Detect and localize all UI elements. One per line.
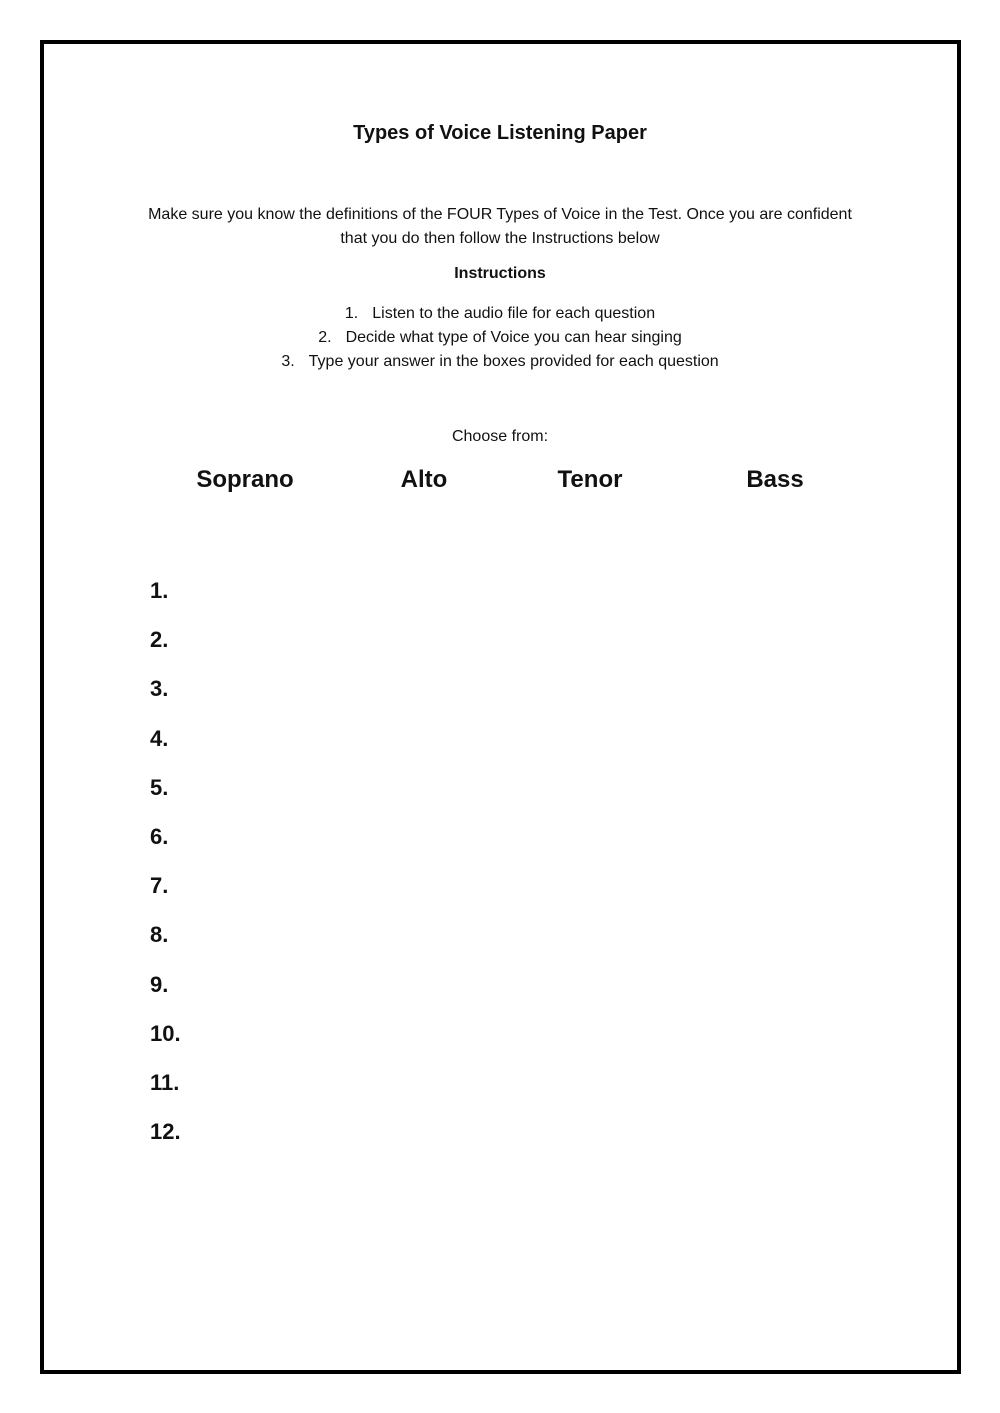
answer-number: 12. bbox=[150, 1119, 181, 1145]
answer-row bbox=[150, 1070, 804, 1119]
step-number: 3. bbox=[281, 353, 295, 370]
step-number: 2. bbox=[318, 329, 332, 346]
answer-input-9[interactable] bbox=[200, 972, 804, 1004]
answer-input-12[interactable] bbox=[200, 1119, 804, 1151]
answer-input-4[interactable] bbox=[200, 726, 804, 758]
page-title: Types of Voice Listening Paper bbox=[353, 122, 647, 144]
instruction-step bbox=[0, 350, 1000, 374]
answer-input-10[interactable] bbox=[200, 1021, 804, 1053]
answer-row bbox=[150, 972, 804, 1021]
answer-input-8[interactable] bbox=[200, 922, 804, 954]
answer-number: 5. bbox=[150, 774, 169, 800]
answer-row bbox=[150, 578, 804, 627]
answer-row bbox=[150, 726, 804, 775]
answer-number: 2. bbox=[150, 627, 169, 653]
option-soprano: Soprano bbox=[196, 466, 294, 493]
step-text: Decide what type of Voice you can hear singing bbox=[345, 329, 682, 346]
answer-number: 4. bbox=[150, 725, 169, 751]
answer-number: 1. bbox=[150, 578, 169, 603]
instructions-heading: Instructions bbox=[454, 265, 546, 282]
option-tenor: Tenor bbox=[557, 466, 623, 493]
answer-number: 8. bbox=[150, 922, 169, 948]
instruction-step bbox=[0, 326, 1000, 350]
voice-options bbox=[0, 466, 1000, 496]
answer-input-6[interactable] bbox=[200, 824, 804, 856]
answer-number: 3. bbox=[150, 676, 169, 702]
choose-from-label: Choose from: bbox=[451, 428, 549, 445]
answer-row bbox=[150, 676, 804, 725]
answer-row bbox=[150, 922, 804, 971]
answer-input-11[interactable] bbox=[200, 1070, 804, 1102]
intro-line-2: that you do then follow the Instructions below bbox=[340, 230, 660, 247]
instruction-step bbox=[0, 302, 1000, 326]
answer-input-1[interactable] bbox=[200, 578, 804, 610]
answer-input-2[interactable] bbox=[200, 627, 804, 659]
instructions-list bbox=[0, 302, 1000, 374]
answer-row bbox=[150, 775, 804, 824]
answer-input-3[interactable] bbox=[200, 676, 804, 708]
option-bass: Bass bbox=[746, 466, 804, 493]
answer-row bbox=[150, 1021, 804, 1070]
step-text: Listen to the audio file for each question bbox=[372, 305, 656, 322]
answer-number: 7. bbox=[150, 873, 169, 899]
answer-number: 9. bbox=[150, 971, 169, 997]
answer-row bbox=[150, 627, 804, 676]
answer-number: 6. bbox=[150, 823, 169, 849]
answer-number: 11. bbox=[150, 1069, 180, 1095]
answer-input-5[interactable] bbox=[200, 775, 804, 807]
answer-row bbox=[150, 873, 804, 922]
step-text: Type your answer in the boxes provided for each question bbox=[308, 353, 719, 370]
intro-text bbox=[110, 203, 890, 251]
answer-row bbox=[150, 824, 804, 873]
option-alto: Alto bbox=[400, 466, 448, 493]
answer-number: 10. bbox=[150, 1020, 181, 1046]
intro-line-1: Make sure you know the definitions of the FOUR Types of Voice in the Test. Once you are confident bbox=[148, 206, 852, 223]
answer-input-7[interactable] bbox=[200, 873, 804, 905]
answer-list bbox=[150, 578, 804, 1168]
answer-row bbox=[150, 1119, 804, 1168]
step-number: 1. bbox=[344, 305, 359, 322]
